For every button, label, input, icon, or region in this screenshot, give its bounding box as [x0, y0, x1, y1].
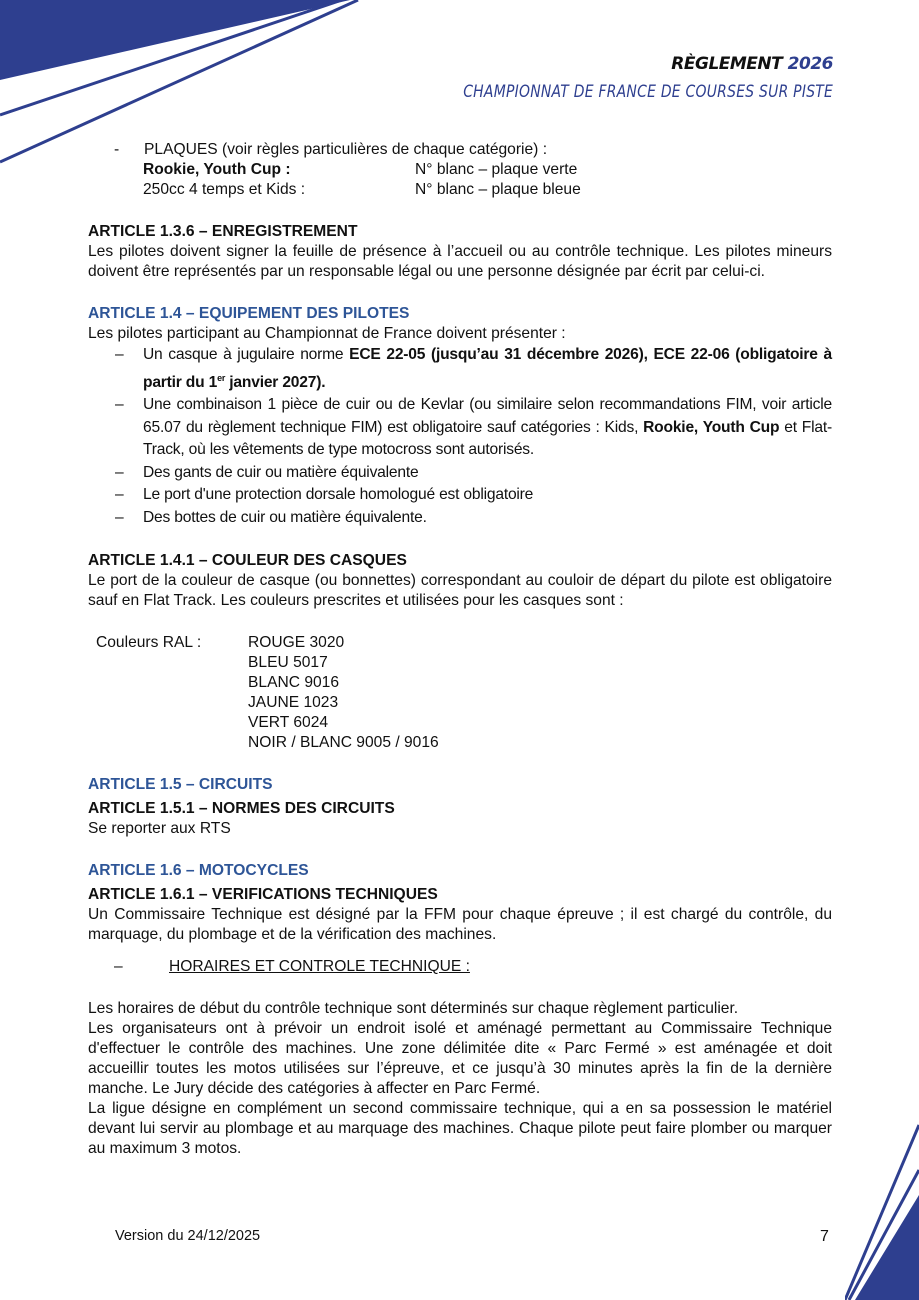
page-number: 7 [820, 1228, 829, 1245]
ral-colors: Couleurs RAL : ROUGE 3020 BLEU 5017 BLANC 9016 JAUNE 1023 VERT 6024 NOIR / BLANC 9005 / 9016 [96, 634, 439, 752]
list-item: – Un casque à jugulaire norme ECE 22-05 (jusqu’au 31 décembre 2026), ECE 22-06 (obligatoire à partir du 1er janvier 2027). [115, 346, 832, 391]
article-1-6-1-heading: ARTICLE 1.6.1 – VERIFICATIONS TECHNIQUES [88, 886, 438, 904]
article-1-4-1-heading: ARTICLE 1.4.1 – COULEUR DES CASQUES [88, 552, 407, 570]
article-1-5-1-text: Se reporter aux RTS [88, 820, 231, 838]
document-title: RÈGLEMENT 2026 [671, 54, 833, 74]
ral-color: BLANC 9016 [248, 674, 340, 692]
plate-row: 250cc 4 temps et Kids : N° blanc – plaque bleue [143, 181, 581, 198]
horaires-bullet: – HORAIRES ET CONTROLE TECHNIQUE : [114, 958, 470, 976]
list-item: – Des gants de cuir ou matière équivalente [115, 463, 419, 481]
equipment-list [88, 344, 832, 529]
corner-stripes-bottom-right [845, 1120, 919, 1300]
plate-row: Rookie, Youth Cup : N° blanc – plaque verte [143, 161, 578, 178]
article-1-5-heading: ARTICLE 1.5 – CIRCUITS [88, 776, 273, 794]
list-item: – Une combinaison 1 pièce de cuir ou de Kevlar (ou similaire selon recommandations FIM, voir article 65.07 du règlement technique FIM) est obligatoire sauf catégories : Kids, Rookie, Youth Cup et Flat-Track, où les vêtements de type motocross sont autorisés. [115, 396, 832, 459]
document-subtitle: CHAMPIONNAT DE FRANCE DE COURSES SUR PISTE [463, 82, 833, 102]
article-1-3-6-text: Les pilotes doivent signer la feuille de présence à l’accueil ou au contrôle technique. Les pilotes mineurs doivent être représentés par un responsable légal ou une personne désignée par écrit par celui-ci. [88, 243, 832, 280]
ral-color: JAUNE 1023 [248, 694, 339, 712]
article-1-4-1-text: Le port de la couleur de casque (ou bonnettes) correspondant au couloir de départ du pilote est obligatoire sauf en Flat Track. Les couleurs prescrites et utilisées pour les casques sont : [88, 572, 832, 610]
ral-color: BLEU 5017 [248, 654, 328, 672]
article-1-4-heading: ARTICLE 1.4 – EQUIPEMENT DES PILOTES [88, 305, 410, 322]
article-1-6-heading: ARTICLE 1.6 – MOTOCYCLES [88, 862, 309, 880]
list-item: – Des bottes de cuir ou matière équivalente. [115, 508, 427, 526]
page-content [88, 140, 832, 1159]
article-1-3-6-heading: ARTICLE 1.3.6 – ENREGISTREMENT [88, 223, 358, 240]
ral-color: ROUGE 3020 [248, 634, 345, 652]
paragraph: Les organisateurs ont à prévoir un endroit isolé et aménagé permettant au Commissaire Technique d'effectuer le contrôle des machines. Une zone délimitée dite « Parc Fermé » est aménagée et doit accueillir toutes les motos utilisées sur l’épreuve, et ce jusqu’à 30 minutes après la fin de la dernière manche. Le Jury décide des catégories à affecter en Parc Fermé. [88, 1020, 832, 1098]
article-1-6-1-text: Un Commissaire Technique est désigné par la FFM pour chaque épreuve ; il est chargé du contrôle, du marquage, du plombage et de la vérification des machines. [88, 906, 832, 944]
ral-color: VERT 6024 [248, 714, 329, 732]
ral-color: NOIR / BLANC 9005 / 9016 [248, 734, 439, 752]
list-item: – Le port d'une protection dorsale homologué est obligatoire [115, 486, 534, 504]
plates-table [143, 160, 832, 200]
plates-bullet: - PLAQUES (voir règles particulières de chaque catégorie) : [114, 141, 548, 158]
paragraph: La ligue désigne en complément un second commissaire technique, qui a en sa possession le matériel devant lui servir au plombage et au marquage des machines. Chaque pilote peut faire plomber ou marquer au maximum 3 motos. [88, 1100, 832, 1158]
version-footer: Version du 24/12/2025 [115, 1228, 261, 1244]
article-1-4-intro: Les pilotes participant au Championnat de France doivent présenter : [88, 325, 566, 342]
article-1-5-1-heading: ARTICLE 1.5.1 – NORMES DES CIRCUITS [88, 800, 395, 818]
paragraph: Les horaires de début du contrôle technique sont déterminés sur chaque règlement particulier. [88, 1000, 739, 1018]
